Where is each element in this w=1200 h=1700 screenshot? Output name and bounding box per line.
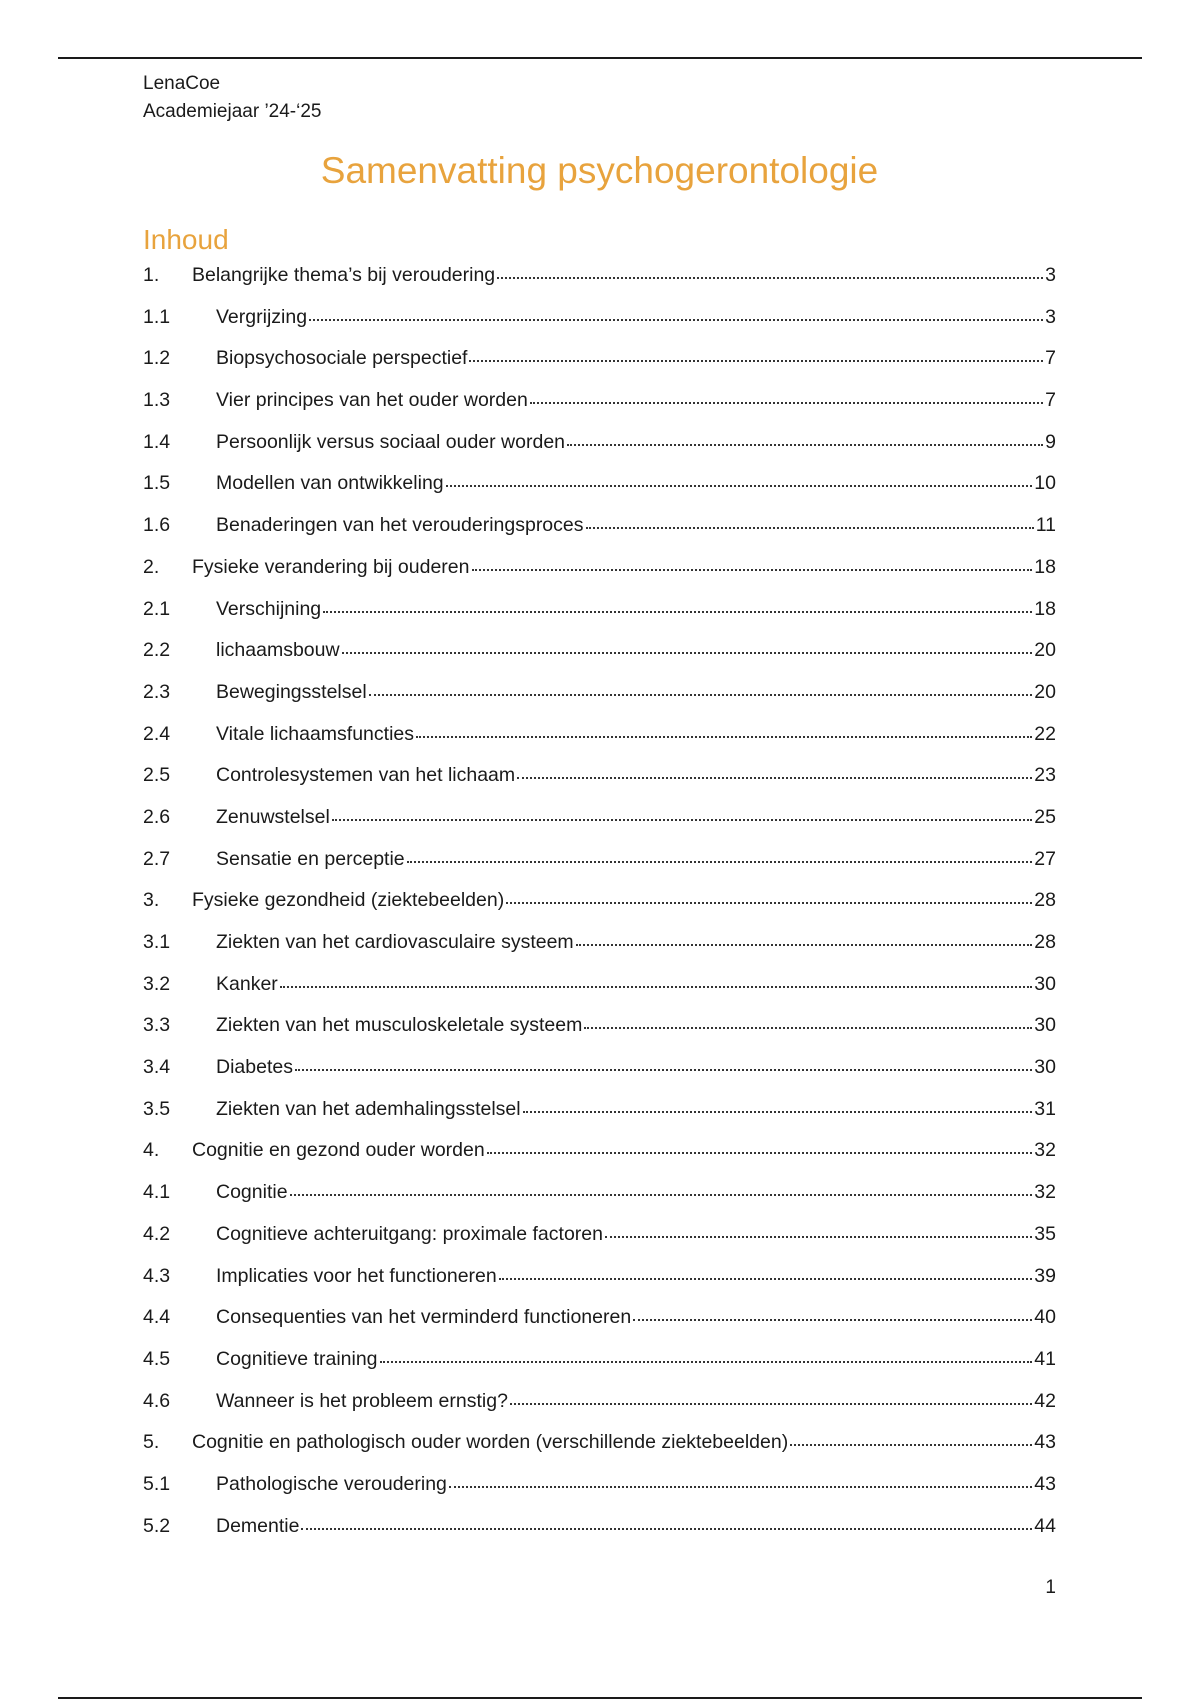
toc-entry-number: 2.6 <box>143 805 171 828</box>
toc-entry-number: 2. <box>143 555 160 578</box>
toc-entry-number: 3.1 <box>143 931 171 953</box>
toc-entry-page: 35 <box>1034 1222 1056 1245</box>
toc-entry-number: 1.5 <box>143 472 171 495</box>
toc-dot-leader <box>584 1012 1032 1032</box>
toc-entry-label: Cognitie <box>216 1181 288 1204</box>
toc-entry-number: 4.6 <box>143 1389 171 1412</box>
toc-entry-number: 3.4 <box>143 1056 171 1079</box>
toc-dot-leader <box>380 1345 1033 1365</box>
toc-entry[interactable] <box>143 1297 1056 1339</box>
toc-entry-label: Pathologische veroudering <box>216 1472 447 1495</box>
toc-entry[interactable] <box>143 922 1056 964</box>
toc-entry-number: 2.7 <box>143 847 171 870</box>
toc-entry-number: 1.4 <box>143 430 171 453</box>
toc-entry-number: 4.1 <box>143 1181 171 1204</box>
toc-entry[interactable] <box>143 839 1056 881</box>
toc-entry[interactable] <box>143 672 1056 714</box>
toc-dot-leader <box>449 1470 1032 1490</box>
toc-entry-number: 1.1 <box>143 305 171 328</box>
toc-entry[interactable] <box>143 1130 1056 1172</box>
toc-entry[interactable] <box>143 589 1056 631</box>
toc-entry[interactable] <box>143 1256 1056 1298</box>
toc-dot-leader <box>523 1095 1033 1115</box>
toc-dot-leader <box>469 345 1043 365</box>
toc-dot-leader <box>487 1137 1033 1157</box>
toc-entry-page: 25 <box>1034 805 1056 828</box>
toc-entry[interactable] <box>143 755 1056 797</box>
toc-dot-leader <box>790 1429 1032 1449</box>
toc-entry-label: Fysieke gezondheid (ziektebeelden) <box>192 889 505 912</box>
toc-entry[interactable] <box>143 1089 1056 1131</box>
toc-entry[interactable] <box>143 1047 1056 1089</box>
toc-dot-leader <box>446 470 1033 490</box>
toc-entry-page: 7 <box>1045 347 1056 370</box>
toc-entry-page: 23 <box>1034 764 1056 787</box>
toc-dot-leader <box>586 512 1034 532</box>
toc-entry-page: 43 <box>1034 1431 1056 1454</box>
toc-dot-leader <box>342 637 1033 657</box>
toc-entry-number: 2.1 <box>143 597 171 620</box>
top-rule <box>58 57 1142 59</box>
toc-entry-page: 11 <box>1035 514 1056 537</box>
toc-entry-page: 31 <box>1034 1097 1056 1120</box>
toc-entry-label: Vitale lichaamsfuncties <box>216 722 414 745</box>
toc-entry-page: 27 <box>1034 847 1056 870</box>
toc-entry-number: 4.4 <box>143 1306 171 1329</box>
toc-entry-page: 28 <box>1034 889 1056 912</box>
toc-entry-label: Belangrijke thema’s bij veroudering <box>192 264 496 286</box>
bottom-rule <box>58 1697 1142 1699</box>
toc-entry-label: Sensatie en perceptie <box>216 847 405 870</box>
toc-entry-number: 2.4 <box>143 722 171 745</box>
toc-entry-page: 43 <box>1034 1472 1056 1495</box>
toc-entry-label: Vergrijzing <box>216 305 308 328</box>
toc-entry-page: 10 <box>1034 472 1056 495</box>
author-line: LenaCoe <box>143 73 221 94</box>
toc-entry-page: 42 <box>1034 1389 1056 1412</box>
toc-dot-leader <box>567 428 1043 448</box>
toc-dot-leader <box>309 303 1043 323</box>
toc-entry[interactable] <box>143 380 1056 422</box>
toc-dot-leader <box>506 887 1032 907</box>
toc-entry-number: 4.2 <box>143 1222 171 1245</box>
toc-entry-number: 4. <box>143 1139 160 1162</box>
toc-entry-number: 5.2 <box>143 1514 171 1537</box>
toc-entry[interactable] <box>143 505 1056 547</box>
toc-entry[interactable] <box>143 547 1056 589</box>
toc-entry-number: 1.6 <box>143 514 171 537</box>
toc-entry[interactable] <box>143 1381 1056 1423</box>
toc-heading: Inhoud <box>143 224 229 255</box>
toc-dot-leader <box>605 1220 1032 1240</box>
toc-entry-page: 30 <box>1034 972 1056 995</box>
toc-entry-label: Cognitie en pathologisch ouder worden (verschillende ziektebeelden) <box>192 1431 789 1454</box>
toc-dot-leader <box>517 762 1032 782</box>
toc-entry-label: Wanneer is het probleem ernstig? <box>216 1389 508 1412</box>
toc-entry-label: Implicaties voor het functioneren <box>216 1264 497 1287</box>
toc-entry-label: Vier principes van het ouder worden <box>216 389 528 412</box>
toc-entry-number: 3.3 <box>143 1014 171 1037</box>
toc-dot-leader <box>280 970 1033 990</box>
toc-entry-label: Zenuwstelsel <box>216 805 330 828</box>
toc-entry-label: Biopsychosociale perspectief <box>216 347 468 370</box>
toc-dot-leader <box>510 1387 1032 1407</box>
toc-dot-leader <box>499 1262 1033 1282</box>
toc-dot-leader <box>497 262 1043 282</box>
toc-entry-label: Cognitie en gezond ouder worden <box>192 1139 485 1162</box>
toc-entry[interactable] <box>143 255 1056 297</box>
toc-entry[interactable] <box>143 1339 1056 1381</box>
document-title: Samenvatting psychogerontologie <box>320 150 879 191</box>
toc-dot-leader <box>290 1179 1033 1199</box>
toc-entry-page: 18 <box>1034 597 1056 620</box>
toc-entry-page: 3 <box>1045 264 1056 286</box>
toc-entry-number: 5.1 <box>143 1472 171 1495</box>
toc-entry[interactable] <box>143 1214 1056 1256</box>
toc-entry-label: Kanker <box>216 972 278 995</box>
toc-entry-label: Diabetes <box>216 1056 293 1079</box>
toc-entry[interactable] <box>143 1172 1056 1214</box>
toc-entry-label: Modellen van ontwikkeling <box>216 472 444 495</box>
toc-dot-leader <box>633 1304 1032 1324</box>
toc-entry-page: 41 <box>1034 1347 1056 1370</box>
toc-entry-page: 20 <box>1034 639 1056 662</box>
toc-entry-page: 9 <box>1045 430 1056 453</box>
toc-entry-label: lichaamsbouw <box>216 639 340 662</box>
toc-entry-page: 32 <box>1034 1139 1056 1162</box>
toc-dot-leader <box>332 803 1032 823</box>
toc-dot-leader <box>530 387 1043 407</box>
toc-entry-label: Persoonlijk versus sociaal ouder worden <box>216 430 566 453</box>
toc-entry-number: 2.3 <box>143 680 171 703</box>
toc-entry-page: 20 <box>1034 680 1056 703</box>
toc-dot-leader <box>472 553 1033 573</box>
toc-entry[interactable] <box>143 880 1056 922</box>
toc-entry-label: Fysieke verandering bij ouderen <box>192 555 470 578</box>
toc-dot-leader <box>301 1512 1032 1532</box>
toc-entry-page: 39 <box>1034 1264 1056 1287</box>
toc-entry[interactable] <box>143 797 1056 839</box>
toc-entry-label: Ziekten van het cardiovasculaire systeem <box>216 931 574 953</box>
toc-entry-number: 1.3 <box>143 389 171 412</box>
toc-entry-number: 2.2 <box>143 639 171 662</box>
toc-entry-label: Dementie <box>216 1514 300 1537</box>
toc-entry[interactable] <box>143 964 1056 1006</box>
toc-entry-label: Ziekten van het ademhalingsstelsel <box>216 1097 521 1120</box>
table-of-contents <box>143 255 1056 1547</box>
academic-year-line: Academiejaar ’24-‘25 <box>143 101 322 122</box>
toc-entry-label: Verschijning <box>216 597 322 620</box>
toc-entry-page: 3 <box>1045 305 1056 328</box>
document-page <box>143 70 1056 1547</box>
toc-entry-label: Benaderingen van het verouderingsproces <box>216 514 584 537</box>
toc-entry-label: Consequenties van het verminderd functioneren <box>216 1306 632 1329</box>
toc-entry-page: 30 <box>1034 1056 1056 1079</box>
toc-dot-leader <box>416 720 1032 740</box>
toc-entry-page: 44 <box>1034 1514 1056 1537</box>
toc-entry-label: Bewegingsstelsel <box>216 680 367 703</box>
toc-entry-label: Controlesystemen van het lichaam <box>216 764 516 787</box>
toc-entry[interactable] <box>143 338 1056 380</box>
toc-entry-page: 7 <box>1045 389 1056 412</box>
toc-entry[interactable] <box>143 422 1056 464</box>
toc-entry[interactable] <box>143 1506 1056 1548</box>
toc-entry-number: 3.5 <box>143 1097 171 1120</box>
toc-entry-page: 22 <box>1034 722 1056 745</box>
toc-entry[interactable] <box>143 297 1056 339</box>
page-number: 1 <box>1045 1577 1056 1598</box>
toc-dot-leader <box>295 1054 1032 1074</box>
toc-entry-page: 18 <box>1034 555 1056 578</box>
toc-entry-number: 2.5 <box>143 764 171 787</box>
toc-entry-label: Ziekten van het musculoskeletale systeem <box>216 1014 583 1037</box>
toc-entry-page: 32 <box>1034 1181 1056 1204</box>
toc-entry-number: 3. <box>143 889 160 912</box>
toc-entry-number: 4.5 <box>143 1347 171 1370</box>
toc-entry[interactable] <box>143 1464 1056 1506</box>
toc-entry-number: 4.3 <box>143 1264 171 1287</box>
toc-entry-label: Cognitieve achteruitgang: proximale factoren <box>216 1222 603 1245</box>
toc-dot-leader <box>323 595 1032 615</box>
toc-entry[interactable] <box>143 463 1056 505</box>
toc-entry-number: 1.2 <box>143 347 171 370</box>
toc-entry-page: 30 <box>1034 1014 1056 1037</box>
toc-entry[interactable] <box>143 630 1056 672</box>
toc-entry-number: 1. <box>143 264 160 286</box>
toc-dot-leader <box>407 845 1033 865</box>
toc-entry[interactable] <box>143 714 1056 756</box>
toc-entry-number: 5. <box>143 1431 160 1454</box>
toc-entry-label: Cognitieve training <box>216 1347 378 1370</box>
toc-entry[interactable] <box>143 1005 1056 1047</box>
toc-entry[interactable] <box>143 1422 1056 1464</box>
toc-dot-leader <box>576 929 1033 949</box>
toc-dot-leader <box>369 678 1033 698</box>
toc-entry-page: 28 <box>1034 931 1056 953</box>
toc-entry-number: 3.2 <box>143 972 171 995</box>
toc-entry-page: 40 <box>1034 1306 1056 1329</box>
